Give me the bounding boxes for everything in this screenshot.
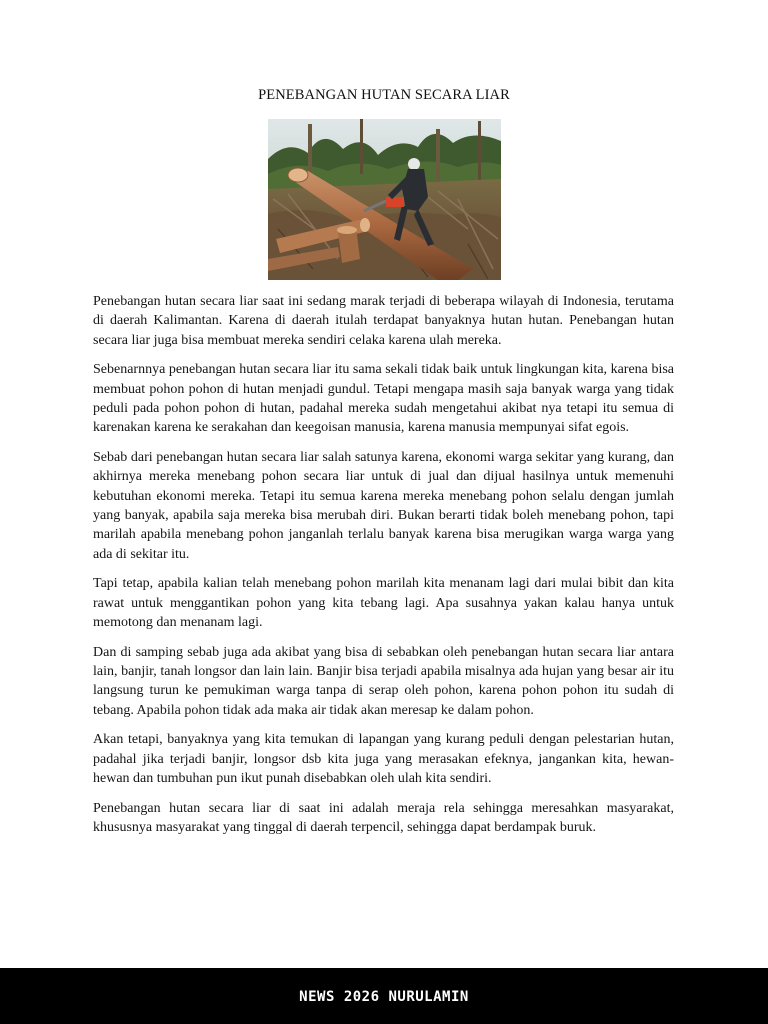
- paragraph-6: Akan tetapi, banyaknya yang kita temukan di lapangan yang kurang peduli dengan pelestarian hutan, padahal jika terjadi banjir, longsor dsb kita juga yang merasakan efeknya, jangankan kita, hewan-hewan dan tumbuhan pun ikut punah disebabkan oleh ulah kita sendiri.: [93, 732, 674, 787]
- paragraph-3: Sebab dari penebangan hutan secara liar salah satunya karena, ekonomi warga sekitar yang kurang, dan akhirnya mereka menebang pohon secara liar untuk di jual dan dijual hasilnya untuk memenuhi kebutuhan ekonomi mereka. Tetapi itu semua karena mereka menebang pohon selalu dengan jumlah yang banyak, apabila saja mereka bisa merubah diri. Bukan berarti tidak boleh menebang pohon, tapi marilah apabila menebang pohon janganlah terlalu banyak karena bisa merugikan warga warga yang ada di sekitar itu.: [93, 450, 674, 562]
- footer-label: NEWS 2026 NURULAMIN: [299, 989, 469, 1005]
- paragraph-4: Tapi tetap, apabila kalian telah menebang pohon marilah kita menanam lagi dari mulai bibit dan kita rawat untuk menggantikan pohon yang kita tebang lagi. Apa susahnya yakan kalau hanya untuk memotong dan menanam lagi.: [93, 576, 674, 630]
- logging-photo: [268, 119, 501, 280]
- page-title: PENEBANGAN HUTAN SECARA LIAR: [258, 87, 510, 103]
- paragraph-1: Penebangan hutan secara liar saat ini sedang marak terjadi di beberapa wilayah di Indonesia, terutama di daerah Kalimantan. Karena di daerah itulah terdapat banyaknya hutan hutan. Penebangan hutan secara liar juga bisa membuat mereka sendiri celaka karena ulah mereka.: [93, 294, 674, 348]
- article-body: [93, 292, 674, 848]
- paragraph-7: Penebangan hutan secara liar di saat ini adalah meraja rela sehingga meresahkan masyarakat, khususnya masyarakat yang tinggal di daerah terpencil, sehingga dapat berdampak buruk.: [93, 800, 674, 836]
- footer-banner: [0, 968, 768, 1024]
- paragraph-2: Sebenarnnya penebangan hutan secara liar itu sama sekali tidak baik untuk lingkungan kita, karena bisa membuat pohon pohon di hutan menjadi gundul. Tetapi mengapa masih saja banyak warga yang tidak peduli pada pohon pohon di hutan, padahal mereka sudah mengetahui akibat nya tetapi itu semua di karenakan karena ke serakahan dan keegoisan manusia, karena manusia mempunyai sifat egois.: [93, 362, 674, 436]
- paragraph-5: Dan di samping sebab juga ada akibat yang bisa di sebabkan oleh penebangan hutan secara liar antara lain, banjir, tanah longsor dan lain lain. Banjir bisa terjadi apabila misalnya ada hujan yang besar air itu langsung turun ke pemukiman warga tanpa di serap oleh pohon, karena pohon pohon itu sudah di tebang. Apabila pohon tidak ada maka air tidak akan meresap ke dalam pohon.: [93, 644, 674, 718]
